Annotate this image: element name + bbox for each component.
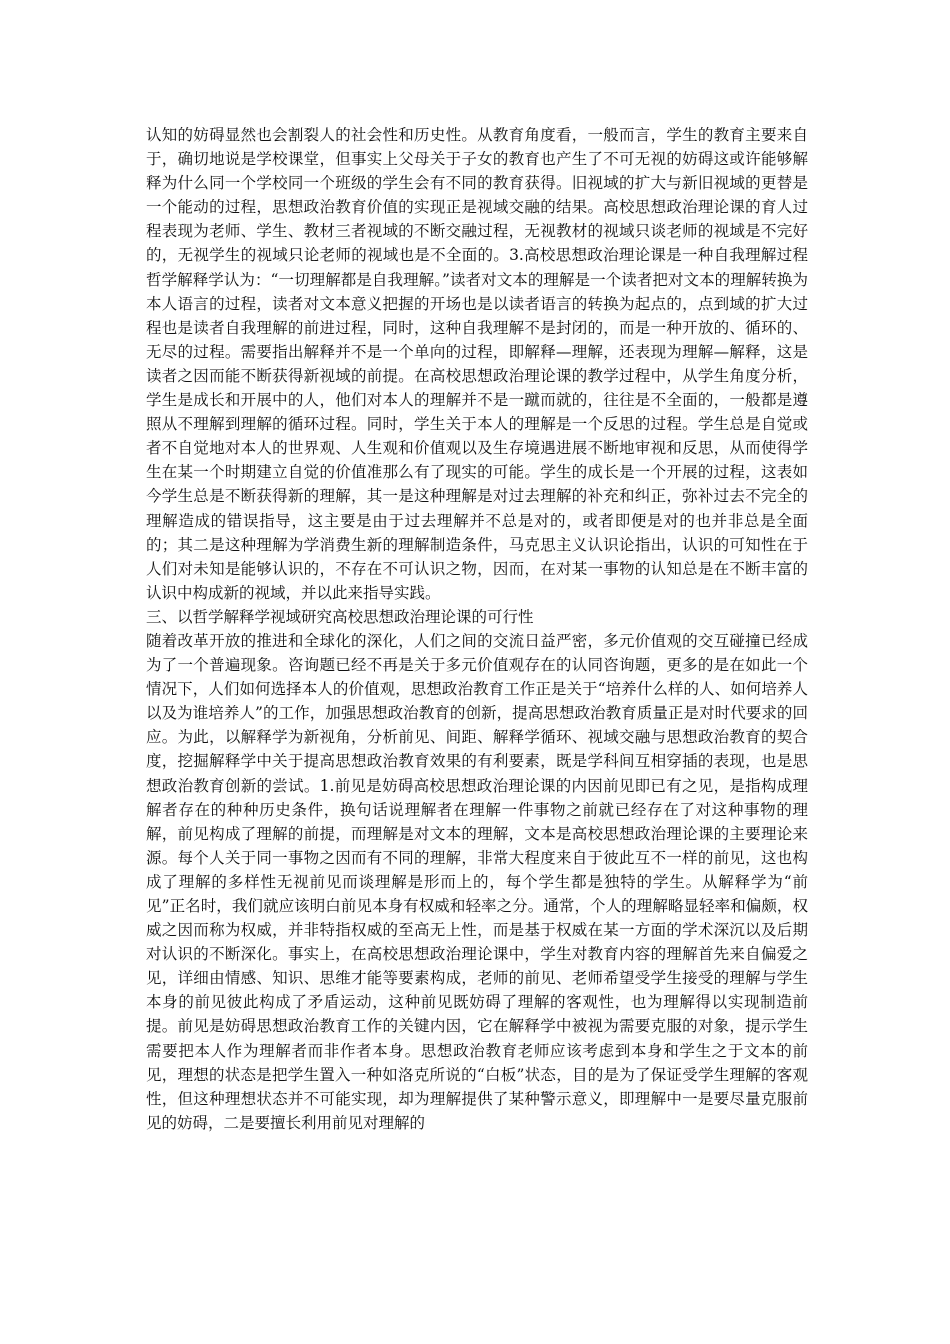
body-paragraph-1: 认知的妨碍显然也会割裂人的社会性和历史性。从教育角度看，一般而言，学生的教育主要来自于，确切地说是学校课堂，但事实上父母关于子女的教育也产生了不可无视的妨碍这或许能够解释为什么同一个学校同一个班级的学生会有不同的教育获得。旧视域的扩大与新旧视域的更替是一个能动的过程，思想政治教育价值的实现正是视域交融的结果。高校思想政治理论课的育人过程表现为老师、学生、教材三者视域的不断交融过程，无视教材的视域只谈老师的视域是不完好的，无视学生的视域只论老师的视域也是不全面的。3.高校思想政治理论课是一种自我理解过程哲学解释学认为：“一切理解都是自我理解。”读者对文本的理解是一个读者把对文本的理解转换为本人语言的过程，读者对文本意义把握的开场也是以读者语言的转换为起点的，点到域的扩大过程也是读者自我理解的前进过程，同时，这种自我理解不是封闭的，而是一种开放的、循环的、无尽的过程。需要指出解释并不是一个单向的过程，即解释—理解，还表现为理解—解释，这是读者之因而能不断获得新视域的前提。在高校思想政治理论课的教学过程中，从学生角度分析，学生是成长和开展中的人，他们对本人的理解并不是一蹴而就的，往往是不全面的，一般都是遵照从不理解到理解的循环过程。同时，学生关于本人的理解是一个反思的过程。学生总是自觉或者不自觉地对本人的世界观、人生观和价值观以及生存境遇进展不断地审视和反思，从而使得学生在某一个时期建立自觉的价值准那么有了现实的可能。学生的成长是一个开展的过程，这表如今学生总是不断获得新的理解，其一是这种理解是对过去理解的补充和纠正，弥补过去不完全的理解造成的错误指导，这主要是由于过去理解并不总是对的，或者即便是对的也并非总是全面的；其二是这种理解为学消费生新的理解制造条件，马克思主义认识论指出，认识的可知性在于人们对未知是能够认识的，不存在不可认识之物，因而，在对某一事物的认知总是在不断丰富的认识中构成新的视域，并以此来指导实践。 xyxy=(146,126,808,602)
body-paragraph-2: 随着改革开放的推进和全球化的深化，人们之间的交流日益严密，多元价值观的交互碰撞已经成为了一个普遍现象。咨询题已经不再是关于多元价值观存在的认同咨询题，更多的是在如此一个情况下，人们如何选择本人的价值观，思想政治教育工作正是关于“培养什么样的人、如何培养人以及为谁培养人”的工作，加强思想政治教育的创新，提高思想政治教育质量正是对时代要求的回应。为此，以解释学为新视角，分析前见、间距、解释学循环、视域交融与思想政治教育的契合度，挖掘解释学中关于提高思想政治教育效果的有利要素，既是学科间互相穿插的表现，也是思想政治教育创新的尝试。1.前见是妨碍高校思想政治理论课的内因前见即已有之见，是指构成理解者存在的种种历史条件，换句话说理解者在理解一件事物之前就已经存在了对这种事物的理解，前见构成了理解的前提，而理解是对文本的理解，文本是高校思想政治理论课的主要理论来源。每个人关于同一事物之因而有不同的理解，非常大程度来自于彼此互不一样的前见，这也构成了理解的多样性无视前见而谈理解是形而上的，每个学生都是独特的学生。从解释学为“前见”正名时，我们就应该明白前见本身有权威和轻率之分。通常，个人的理解略显轻率和偏颇，权威之因而称为权威，并非特指权威的至高无上性，而是基于权威在某一方面的学术深沉以及后期对认识的不断深化。事实上，在高校思想政治理论课中，学生对教育内容的理解首先来自偏爱之见，详细由情感、知识、思维才能等要素构成，老师的前见、老师希望受学生接受的理解与学生本身的前见彼此构成了矛盾运动，这种前见既妨碍了理解的客观性，也为理解得以实现制造前提。前见是妨碍思想政治教育工作的关键内因，它在解释学中被视为需要克服的对象，提示学生需要把本人作为理解者而非作者本身。思想政治教育老师应该考虑到本身和学生之于文本的前见，理想的状态是把学生置入一种如洛克所说的“白板”状态，目的是为了保证受学生理解的客观性，但这种理想状态并不可能实现，却为理解提供了某种警示意义，即理解中一是要尽量克服前见的妨碍，二是要擅长利用前见对理解的 xyxy=(146,631,808,1132)
section-heading-3: 三、以哲学解释学视域研究高校思想政治理论课的可行性 xyxy=(146,607,534,626)
document-page xyxy=(146,123,808,1135)
